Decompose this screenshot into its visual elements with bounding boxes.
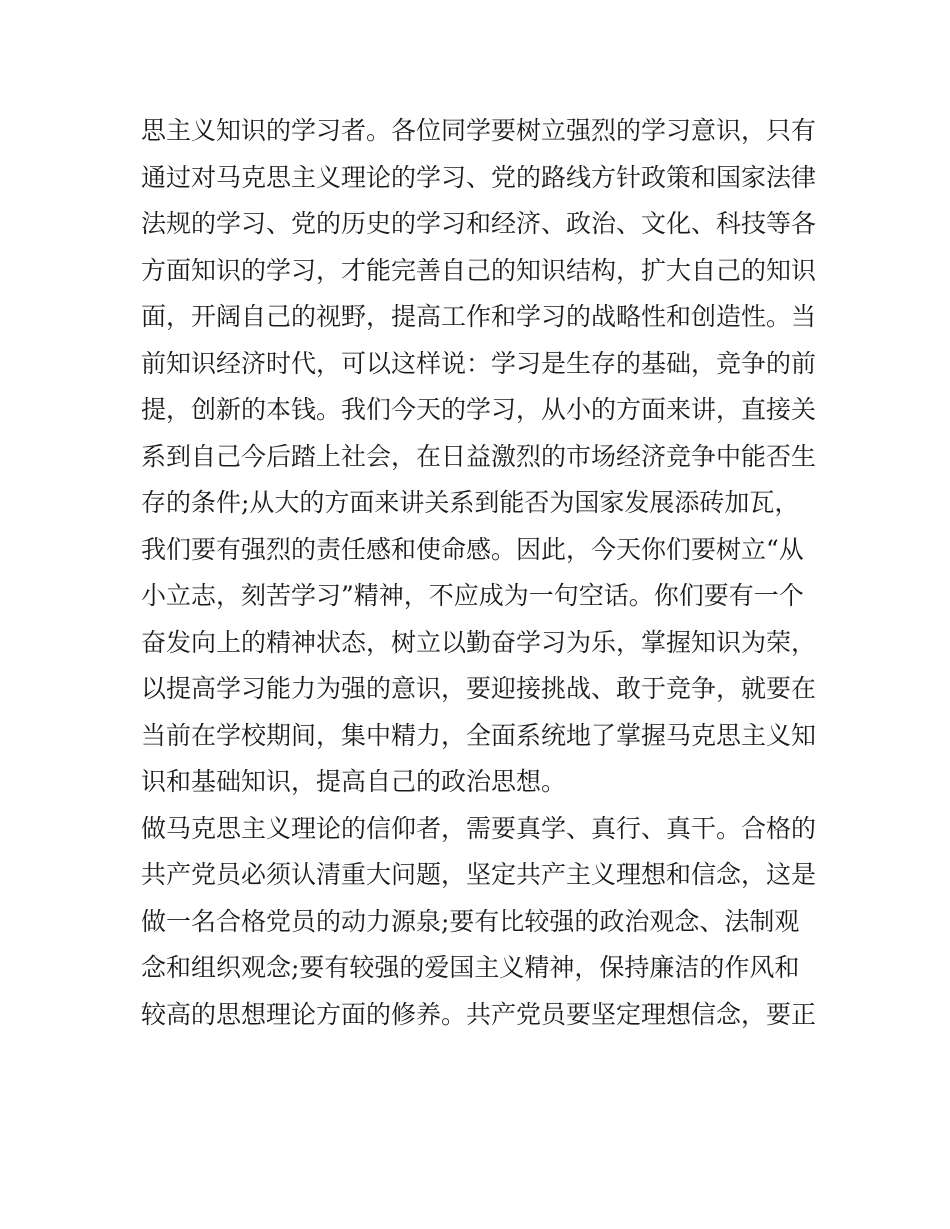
text-line: 较高的思想理论方面的修养。共产党员要坚定理想信念，要正 (141, 999, 817, 1029)
text-line: 念和组织观念;要有较强的爱国主义精神，保持廉洁的作风和 (141, 953, 800, 982)
text-line: 当前在学校期间，集中精力，全面系统地了掌握马克思主义知 (141, 720, 817, 750)
text-line: 识和基础知识，提高自己的政治思想。 (141, 767, 567, 796)
text-line: 做一名合格党员的动力源泉;要有比较强的政治观念、法制观 (141, 906, 800, 936)
text-line: 通过对马克思主义理论的学习、党的路线方针政策和国家法律 (141, 162, 817, 192)
text-line: 面，开阔自己的视野，提高工作和学习的战略性和创造性。当 (141, 302, 817, 331)
text-line: 存的条件;从大的方面来讲关系到能否为国家发展添砖加瓦， (141, 488, 800, 517)
text-line: 前知识经济时代，可以这样说：学习是生存的基础，竞争的前 (141, 348, 817, 378)
text-line: 法规的学习、党的历史的学习和经济、政治、文化、科技等各 (141, 209, 817, 238)
body-text (141, 108, 821, 1038)
text-line: 做马克思主义理论的信仰者，需要真学、真行、真干。合格的 (141, 813, 817, 843)
text-line: 小立志，刻苦学习”精神，不应成为一句空话。你们要有一个 (141, 581, 804, 610)
text-line: 共产党员必须认清重大问题，坚定共产主义理想和信念，这是 (141, 860, 817, 889)
text-line: 提，创新的本钱。我们今天的学习，从小的方面来讲，直接关 (141, 395, 817, 424)
text-line: 方面知识的学习，才能完善自己的知识结构，扩大自己的知识 (141, 255, 817, 285)
text-line: 奋发向上的精神状态，树立以勤奋学习为乐，掌握知识为荣， (141, 627, 817, 657)
text-line: 系到自己今后踏上社会，在日益激烈的市场经济竞争中能否生 (141, 441, 817, 471)
text-line: 思主义知识的学习者。各位同学要树立强烈的学习意识，只有 (141, 116, 817, 145)
text-line: 我们要有强烈的责任感和使命感。因此，今天你们要树立“从 (141, 534, 804, 564)
text-line: 以提高学习能力为强的意识，要迎接挑战、敢于竞争，就要在 (141, 674, 817, 703)
